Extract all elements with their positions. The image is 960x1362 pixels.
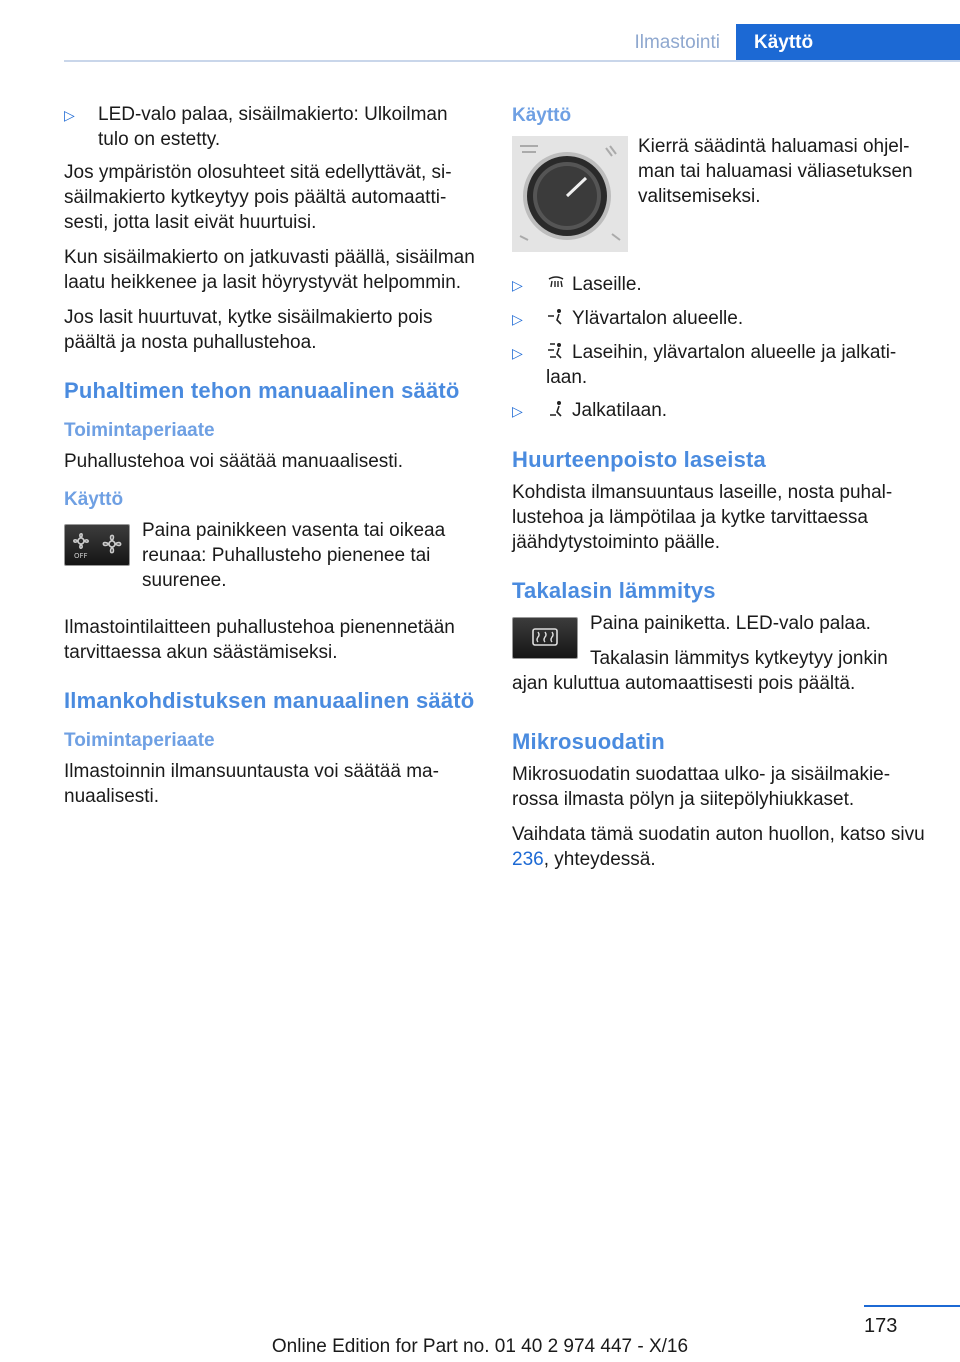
paragraph: Kohdista ilmansuuntaus laseille, nosta puhallustehoa ja lämpötilaa ja kytke tarvittaessa jäähdytystoiminto päälle. [512,482,893,553]
subsection-heading: Toimintaperiaate [64,730,215,751]
paragraph: Paina painiketta. LED-valo palaa. [590,613,871,634]
paragraph: Kun sisäilmakierto on jatkuvasti päällä, sisäilman laatu heikkenee ja lasit höyrystyvät helpommin. [64,247,475,293]
bullet-triangle-icon: ▷ [512,403,523,419]
header-section-title: Ilmastointi [634,32,720,53]
list-item [64,102,480,152]
bullet-triangle-icon: ▷ [64,107,75,123]
rear-window-instructions [512,611,928,706]
bullet-triangle-icon: ▷ [512,311,523,327]
page-number: 173 [864,1315,898,1337]
paragraph: Takalasin lämmitys kytkeytyy jonkin ajan kuluttua automaattisesti pois päältä. [512,648,888,694]
header-chapter-tab: Käyttö [736,24,960,62]
subsection-heading: Käyttö [64,489,124,510]
air-distribution-knob-image [512,136,628,252]
list-item-text: Jalkatilaan. [572,400,668,421]
blower-button-image [64,524,130,566]
bullet-triangle-icon: ▷ [512,277,523,293]
section-heading: Puhaltimen tehon manuaalinen säätö [64,378,460,403]
paragraph: Jos ympäristön olosuhteet sitä edellyttävät, sisäilmakierto kytkeytyy pois päältä automaattisesti, jotta lasit eivät huurtuisi. [64,162,452,233]
section-heading: Takalasin lämmitys [512,578,716,603]
left-column [64,102,480,819]
section-heading: Ilmankohdistuksen manuaalinen säätö [64,688,475,713]
list-item-text: LED-valo palaa, sisäilmakierto: Ulkoilman tulo on estetty. [98,104,448,150]
blower-instructions [64,518,480,603]
bullet-triangle-icon: ▷ [512,345,523,361]
paragraph: Ilmastointilaitteen puhallustehoa pienennetään tarvittaessa akun säästämiseksi. [64,617,455,663]
air-distribution-list [512,272,928,424]
list-item [512,340,928,390]
footer-edition: Online Edition for Part no. 01 40 2 974 447 - X/16 [271,1336,689,1357]
list-item [512,306,928,332]
list-item-text: Laseille. [572,274,642,295]
paragraph: Ilmastoinnin ilmansuuntausta voi säätää manuaalisesti. [64,761,439,807]
subsection-heading: Toimintaperiaate [64,420,215,441]
list-item-text: Laseihin, ylävartalon alueelle ja jalkatilaan. [546,342,897,388]
list-item [512,272,928,298]
paragraph: Mikrosuodatin suodattaa ulko- ja sisäilmakierossa ilmasta pölyn ja siitepölyhiukkaset. [512,764,891,810]
page-header [64,24,960,62]
list-item-text: Ylävartalon alueelle. [572,308,744,329]
list-item [512,398,928,424]
page-reference-link[interactable]: 236 [512,849,544,870]
footer-divider [864,1305,960,1307]
footwell-air-icon [546,400,566,418]
section-heading: Huurteenpoisto laseista [512,447,766,472]
svg-text:OFF: OFF [74,552,88,560]
paragraph: Puhallustehoa voi säätää manuaalisesti. [64,451,404,472]
paragraph: Kierrä säädintä haluamasi ohjelman tai haluamasi väliasetuksen valitsemiseksi. [638,136,913,207]
paragraph: Paina painikkeen vasenta tai oikeaa reunaa: Puhallusteho pienenee tai suurenee. [142,520,446,591]
upper-body-air-icon [546,308,566,326]
paragraph: Vaihdata tämä suodatin auton huollon, katso sivu 236, yhteydessä. [512,824,925,870]
knob-instructions [512,134,928,258]
windshield-air-icon [546,274,566,292]
paragraph: Jos lasit huurtuvat, kytke sisäilmakierto pois päältä ja nosta puhallustehoa. [64,307,433,353]
subsection-heading: Käyttö [512,105,572,126]
header-divider [64,60,960,62]
right-column [512,102,928,882]
section-heading: Mikrosuodatin [512,729,665,754]
all-zones-air-icon [546,342,566,360]
rear-window-heating-button-image [512,617,578,659]
